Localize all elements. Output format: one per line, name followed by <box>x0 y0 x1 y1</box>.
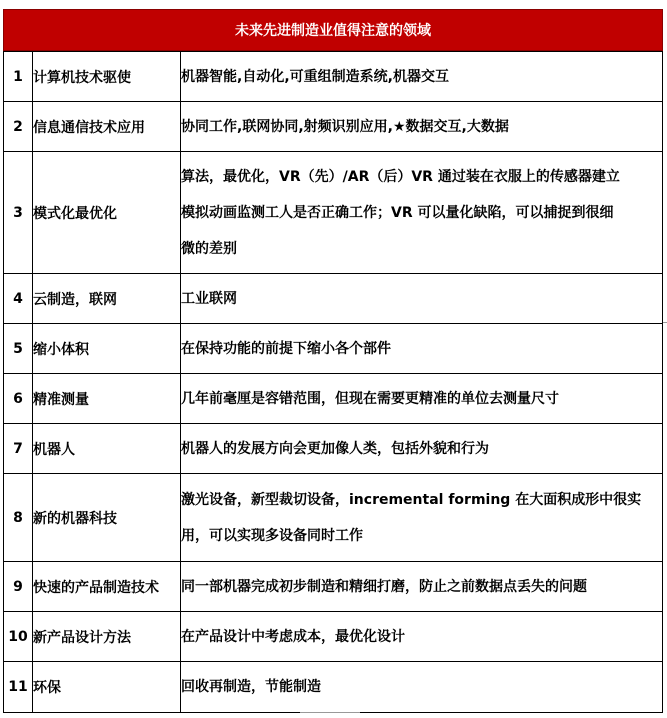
sheet-edge-marker <box>300 712 360 718</box>
table-row <box>4 474 663 562</box>
field-detail-cell[interactable] <box>181 612 663 662</box>
field-detail-cell[interactable] <box>181 424 663 474</box>
table-row <box>4 52 663 102</box>
detail-text-line: 用，可以实现多设备同时工作 <box>181 527 363 544</box>
table-row <box>4 612 663 662</box>
detail-text-line: 机器人的发展方向会更加像人类，包括外貌和行为 <box>181 440 489 457</box>
detail-text-line: 机器智能,自动化,可重组制造系统,机器交互 <box>181 68 449 85</box>
field-name-cell[interactable]: 缩小体积 <box>33 324 181 374</box>
table-row <box>4 152 663 274</box>
field-name-cell[interactable]: 模式化最优化 <box>33 152 181 274</box>
row-number-cell[interactable]: 3 <box>4 152 33 274</box>
table-row <box>4 274 663 324</box>
row-number-cell[interactable]: 7 <box>4 424 33 474</box>
sheet-side-marker <box>663 322 667 323</box>
row-number-cell[interactable]: 8 <box>4 474 33 562</box>
field-detail-cell[interactable] <box>181 324 663 374</box>
detail-text-line: 回收再制造，节能制造 <box>181 679 321 695</box>
table-row <box>4 662 663 713</box>
table-row <box>4 102 663 152</box>
row-number-cell[interactable]: 4 <box>4 274 33 324</box>
fields-table <box>3 51 663 713</box>
field-detail-cell[interactable] <box>181 374 663 424</box>
row-number-cell[interactable]: 10 <box>4 612 33 662</box>
field-detail-cell[interactable] <box>181 152 663 274</box>
field-detail-cell[interactable] <box>181 52 663 102</box>
row-number-cell[interactable]: 5 <box>4 324 33 374</box>
table-row <box>4 424 663 474</box>
detail-text-line: 协同工作,联网协同,射频识别应用,★数据交互,大数据 <box>181 118 509 135</box>
field-detail-cell[interactable] <box>181 562 663 612</box>
detail-text-line: 工业联网 <box>181 290 237 307</box>
detail-text-line: 同一部机器完成初步制造和精细打磨，防止之前数据点丢失的问题 <box>181 578 587 595</box>
field-name-cell[interactable]: 信息通信技术应用 <box>33 102 181 152</box>
detail-text-line: 微的差别 <box>181 240 237 257</box>
row-number-cell[interactable]: 9 <box>4 562 33 612</box>
field-name-cell[interactable]: 精准测量 <box>33 374 181 424</box>
row-number-cell[interactable]: 11 <box>4 662 33 713</box>
field-name-cell[interactable]: 环保 <box>33 662 181 713</box>
row-number-cell[interactable]: 6 <box>4 374 33 424</box>
table-title[interactable]: 未来先进制造业值得注意的领域 <box>3 9 663 51</box>
detail-text-line: 激光设备，新型裁切设备，incremental forming 在大面积成形中很实 <box>181 491 642 508</box>
field-detail-cell[interactable] <box>181 662 663 713</box>
detail-text-line: 算法，最优化，VR（先）/AR（后）VR 通过装在衣服上的传感器建立 <box>181 168 620 185</box>
field-name-cell[interactable]: 快速的产品制造技术 <box>33 562 181 612</box>
field-name-cell[interactable]: 计算机技术驱使 <box>33 52 181 102</box>
field-name-cell[interactable]: 新的机器科技 <box>33 474 181 562</box>
row-number-cell[interactable]: 2 <box>4 102 33 152</box>
field-detail-cell[interactable] <box>181 474 663 562</box>
detail-text-line: 几年前毫厘是容错范围，但现在需要更精准的单位去测量尺寸 <box>181 390 559 407</box>
detail-text-line: 模拟动画监测工人是否正确工作；VR 可以量化缺陷，可以捕捉到很细 <box>181 204 614 221</box>
table-row <box>4 562 663 612</box>
field-name-cell[interactable]: 新产品设计方法 <box>33 612 181 662</box>
detail-text-line: 在保持功能的前提下缩小各个部件 <box>181 340 391 357</box>
row-number-cell[interactable]: 1 <box>4 52 33 102</box>
field-name-cell[interactable]: 云制造，联网 <box>33 274 181 324</box>
table-row <box>4 324 663 374</box>
field-detail-cell[interactable] <box>181 274 663 324</box>
field-name-cell[interactable]: 机器人 <box>33 424 181 474</box>
detail-text-line: 在产品设计中考虑成本，最优化设计 <box>181 628 405 645</box>
table-row <box>4 374 663 424</box>
field-detail-cell[interactable] <box>181 102 663 152</box>
